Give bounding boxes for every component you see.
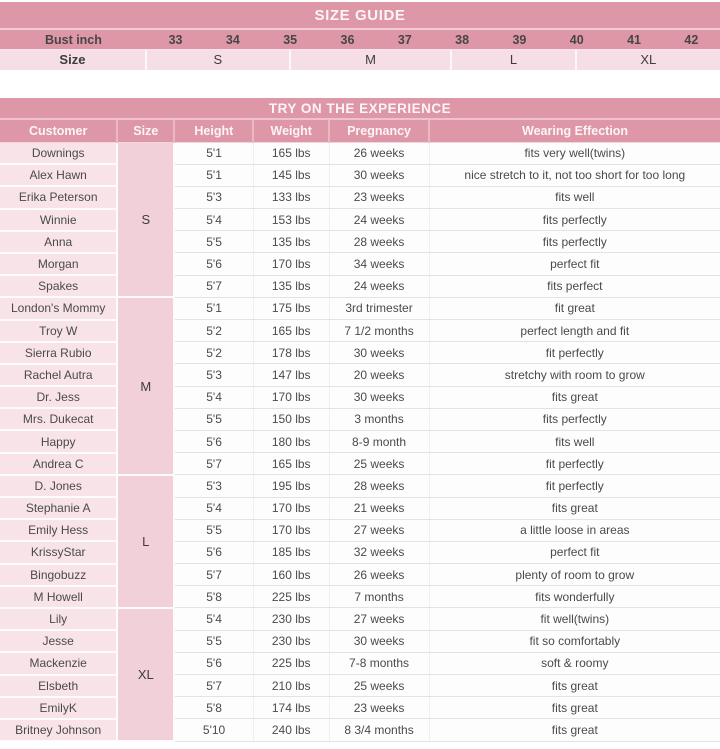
wearing-effection-cell: fits great — [429, 386, 720, 408]
customer-cell: Andrea C — [0, 453, 117, 475]
pregnancy-cell: 26 weeks — [329, 142, 429, 164]
pregnancy-cell: 28 weeks — [329, 475, 429, 497]
wearing-effection-cell: fits well — [429, 186, 720, 208]
table-row — [0, 608, 720, 630]
table-row — [0, 186, 720, 208]
height-cell: 5'2 — [174, 320, 253, 342]
pregnancy-cell: 30 weeks — [329, 342, 429, 364]
wearing-effection-cell: perfect fit — [429, 253, 720, 275]
pregnancy-cell: 8-9 month — [329, 430, 429, 452]
bust-value: 38 — [455, 33, 470, 47]
wearing-effection-cell: fits great — [429, 675, 720, 697]
weight-cell: 178 lbs — [253, 342, 329, 364]
height-cell: 5'1 — [174, 142, 253, 164]
height-cell: 5'6 — [174, 541, 253, 563]
wearing-effection-cell: fits very well(twins) — [429, 142, 720, 164]
wearing-effection-cell: fits great — [429, 719, 720, 741]
weight-cell: 240 lbs — [253, 719, 329, 741]
column-header-weight: Weight — [253, 120, 329, 142]
height-cell: 5'3 — [174, 186, 253, 208]
height-cell: 5'5 — [174, 231, 253, 253]
height-cell: 5'5 — [174, 408, 253, 430]
pregnancy-cell: 24 weeks — [329, 209, 429, 231]
try-on-experience-table — [0, 120, 720, 742]
customer-cell: D. Jones — [0, 475, 117, 497]
weight-cell: 135 lbs — [253, 231, 329, 253]
customer-cell: Troy W — [0, 320, 117, 342]
pregnancy-cell: 20 weeks — [329, 364, 429, 386]
pregnancy-cell: 7 1/2 months — [329, 320, 429, 342]
table-row — [0, 719, 720, 741]
customer-cell: Mrs. Dukecat — [0, 408, 117, 430]
table-row — [0, 231, 720, 253]
table-row — [0, 408, 720, 430]
wearing-effection-cell: plenty of room to grow — [429, 564, 720, 586]
table-row — [0, 364, 720, 386]
weight-cell: 230 lbs — [253, 608, 329, 630]
table-row — [0, 320, 720, 342]
wearing-effection-cell: nice stretch to it, not too short for too long — [429, 164, 720, 186]
table-row — [0, 164, 720, 186]
customer-cell: Stephanie A — [0, 497, 117, 519]
column-header-wearing-effection: Wearing Effection — [429, 120, 720, 142]
pregnancy-cell: 25 weeks — [329, 675, 429, 697]
bust-values — [147, 30, 720, 49]
height-cell: 5'8 — [174, 586, 253, 608]
table-row — [0, 209, 720, 231]
column-header-size: Size — [117, 120, 174, 142]
size-group-cell: XL — [117, 608, 174, 741]
customer-cell: Rachel Autra — [0, 364, 117, 386]
pregnancy-cell: 3rd trimester — [329, 297, 429, 319]
size-group-cell: L — [117, 475, 174, 608]
table-row — [0, 342, 720, 364]
height-cell: 5'5 — [174, 519, 253, 541]
weight-cell: 170 lbs — [253, 519, 329, 541]
customer-cell: Anna — [0, 231, 117, 253]
size-label: Size — [0, 50, 147, 70]
pregnancy-cell: 30 weeks — [329, 630, 429, 652]
table-row — [0, 253, 720, 275]
bust-value: 39 — [512, 33, 527, 47]
pregnancy-cell: 25 weeks — [329, 453, 429, 475]
weight-cell: 225 lbs — [253, 586, 329, 608]
wearing-effection-cell: fit great — [429, 297, 720, 319]
header-row — [0, 120, 720, 142]
wearing-effection-cell: fits perfectly — [429, 408, 720, 430]
height-cell: 5'4 — [174, 386, 253, 408]
height-cell: 5'7 — [174, 675, 253, 697]
wearing-effection-cell: stretchy with room to grow — [429, 364, 720, 386]
pregnancy-cell: 27 weeks — [329, 519, 429, 541]
weight-cell: 180 lbs — [253, 430, 329, 452]
pregnancy-cell: 24 weeks — [329, 275, 429, 297]
pregnancy-cell: 21 weeks — [329, 497, 429, 519]
weight-cell: 165 lbs — [253, 453, 329, 475]
table-row — [0, 652, 720, 674]
table-row — [0, 430, 720, 452]
height-cell: 5'10 — [174, 719, 253, 741]
customer-cell: Morgan — [0, 253, 117, 275]
table-row — [0, 697, 720, 719]
height-cell: 5'4 — [174, 209, 253, 231]
wearing-effection-cell: fits well — [429, 430, 720, 452]
bust-value: 40 — [569, 33, 584, 47]
customer-cell: Downings — [0, 142, 117, 164]
table-row — [0, 142, 720, 164]
height-cell: 5'7 — [174, 453, 253, 475]
pregnancy-cell: 27 weeks — [329, 608, 429, 630]
column-header-pregnancy: Pregnancy — [329, 120, 429, 142]
bust-value: 35 — [283, 33, 298, 47]
wearing-effection-cell: a little loose in areas — [429, 519, 720, 541]
wearing-effection-cell: fits great — [429, 497, 720, 519]
height-cell: 5'2 — [174, 342, 253, 364]
height-cell: 5'6 — [174, 652, 253, 674]
customer-cell: Jesse — [0, 630, 117, 652]
wearing-effection-cell: fit perfectly — [429, 453, 720, 475]
height-cell: 5'4 — [174, 608, 253, 630]
bust-value: 37 — [397, 33, 412, 47]
pregnancy-cell: 30 weeks — [329, 164, 429, 186]
weight-cell: 150 lbs — [253, 408, 329, 430]
size-row — [0, 50, 720, 70]
weight-cell: 170 lbs — [253, 253, 329, 275]
pregnancy-cell: 26 weeks — [329, 564, 429, 586]
wearing-effection-cell: fits perfectly — [429, 231, 720, 253]
pregnancy-cell: 28 weeks — [329, 231, 429, 253]
height-cell: 5'8 — [174, 697, 253, 719]
table-row — [0, 386, 720, 408]
try-on-table — [0, 98, 720, 742]
pregnancy-cell: 7 months — [329, 586, 429, 608]
wearing-effection-cell: fit perfectly — [429, 475, 720, 497]
weight-cell: 170 lbs — [253, 386, 329, 408]
height-cell: 5'4 — [174, 497, 253, 519]
pregnancy-cell: 3 months — [329, 408, 429, 430]
weight-cell: 225 lbs — [253, 652, 329, 674]
size-value-xl: XL — [640, 52, 657, 67]
customer-cell: M Howell — [0, 586, 117, 608]
pregnancy-cell: 8 3/4 months — [329, 719, 429, 741]
bust-value: 41 — [627, 33, 641, 47]
wearing-effection-cell: fit so comfortably — [429, 630, 720, 652]
table-row — [0, 630, 720, 652]
height-cell: 5'3 — [174, 364, 253, 386]
size-group-cell: S — [117, 142, 174, 297]
customer-cell: Emily Hess — [0, 519, 117, 541]
customer-cell: Lily — [0, 608, 117, 630]
pregnancy-cell: 32 weeks — [329, 541, 429, 563]
column-header-height: Height — [174, 120, 253, 142]
weight-cell: 165 lbs — [253, 142, 329, 164]
weight-cell: 145 lbs — [253, 164, 329, 186]
weight-cell: 147 lbs — [253, 364, 329, 386]
wearing-effection-cell: perfect fit — [429, 541, 720, 563]
table-row — [0, 297, 720, 319]
weight-cell: 174 lbs — [253, 697, 329, 719]
customer-cell: Alex Hawn — [0, 164, 117, 186]
pregnancy-cell: 23 weeks — [329, 186, 429, 208]
size-guide-title: SIZE GUIDE — [0, 2, 720, 30]
table-row — [0, 475, 720, 497]
wearing-effection-cell: fit well(twins) — [429, 608, 720, 630]
size-value-s: S — [147, 50, 291, 70]
weight-cell: 133 lbs — [253, 186, 329, 208]
customer-cell: Elsbeth — [0, 675, 117, 697]
bust-value: 36 — [340, 33, 355, 47]
customer-cell: Dr. Jess — [0, 386, 117, 408]
wearing-effection-cell: soft & roomy — [429, 652, 720, 674]
customer-cell: KrissyStar — [0, 541, 117, 563]
bust-value: 33 — [168, 33, 183, 47]
weight-cell: 175 lbs — [253, 297, 329, 319]
customer-cell: Britney Johnson — [0, 719, 117, 741]
customer-cell: Spakes — [0, 275, 117, 297]
wearing-effection-cell: fits perfectly — [429, 209, 720, 231]
table-row — [0, 497, 720, 519]
weight-cell: 185 lbs — [253, 541, 329, 563]
table-row — [0, 519, 720, 541]
height-cell: 5'1 — [174, 164, 253, 186]
height-cell: 5'6 — [174, 430, 253, 452]
customer-cell: Bingobuzz — [0, 564, 117, 586]
bust-inch-row — [0, 30, 720, 50]
weight-cell: 160 lbs — [253, 564, 329, 586]
bust-value: 42 — [684, 33, 699, 47]
size-guide-table — [0, 2, 720, 70]
bust-value: 34 — [225, 33, 240, 47]
pregnancy-cell: 30 weeks — [329, 386, 429, 408]
pregnancy-cell: 7-8 months — [329, 652, 429, 674]
pregnancy-cell: 23 weeks — [329, 697, 429, 719]
weight-cell: 230 lbs — [253, 630, 329, 652]
height-cell: 5'7 — [174, 275, 253, 297]
bust-inch-label: Bust inch — [44, 33, 102, 47]
weight-cell: 153 lbs — [253, 209, 329, 231]
customer-cell: Sierra Rubio — [0, 342, 117, 364]
table-row — [0, 675, 720, 697]
wearing-effection-cell: fits wonderfully — [429, 586, 720, 608]
size-value-l: L — [452, 50, 576, 70]
wearing-effection-cell: perfect length and fit — [429, 320, 720, 342]
try-on-title: TRY ON THE EXPERIENCE — [0, 98, 720, 120]
customer-cell: Mackenzie — [0, 652, 117, 674]
height-cell: 5'6 — [174, 253, 253, 275]
height-cell: 5'1 — [174, 297, 253, 319]
column-header-customer: Customer — [0, 120, 117, 142]
size-group-cell: M — [117, 297, 174, 475]
customer-cell: Erika Peterson — [0, 186, 117, 208]
weight-cell: 195 lbs — [253, 475, 329, 497]
wearing-effection-cell: fit perfectly — [429, 342, 720, 364]
height-cell: 5'3 — [174, 475, 253, 497]
weight-cell: 170 lbs — [253, 497, 329, 519]
customer-cell: EmilyK — [0, 697, 117, 719]
table-row — [0, 586, 720, 608]
table-row — [0, 453, 720, 475]
customer-cell: Happy — [0, 430, 117, 452]
pregnancy-cell: 34 weeks — [329, 253, 429, 275]
height-cell: 5'5 — [174, 630, 253, 652]
weight-cell: 135 lbs — [253, 275, 329, 297]
table-row — [0, 541, 720, 563]
size-cells — [147, 50, 720, 70]
table-row — [0, 275, 720, 297]
customer-cell: Winnie — [0, 209, 117, 231]
size-value-m: M — [291, 50, 453, 70]
customer-cell: London's Mommy — [0, 297, 117, 319]
wearing-effection-cell: fits great — [429, 697, 720, 719]
weight-cell: 165 lbs — [253, 320, 329, 342]
table-row — [0, 564, 720, 586]
weight-cell: 210 lbs — [253, 675, 329, 697]
wearing-effection-cell: fits perfect — [429, 275, 720, 297]
height-cell: 5'7 — [174, 564, 253, 586]
